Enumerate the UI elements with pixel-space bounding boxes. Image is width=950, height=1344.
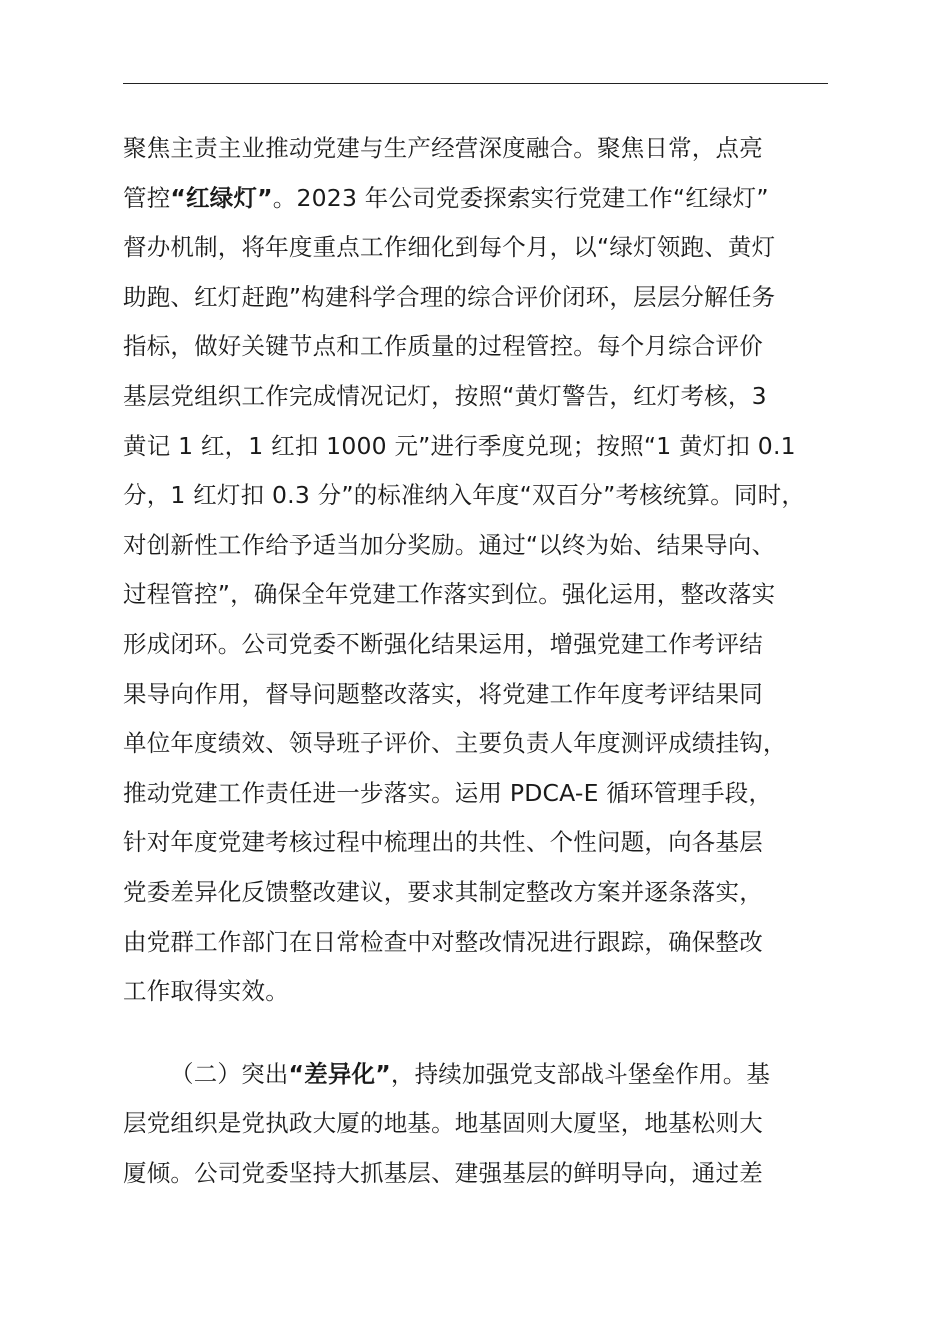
text-line: [123, 174, 853, 224]
bold-term: “差异化”: [288, 1059, 391, 1088]
text-run: （二）突出: [170, 1059, 289, 1088]
text-line: 基层党组织工作完成情况记灯，按照“黄灯警告，红灯考核，3: [123, 381, 767, 410]
paragraph-gap: [123, 1017, 853, 1050]
text-line: 形成闭环。公司党委不断强化结果运用，增强党建工作考评结: [123, 629, 763, 658]
text-line: 聚焦主责主业推动党建与生产经营深度融合。聚焦日常，点亮: [123, 134, 763, 162]
text-line: 厦倾。公司党委坚持大抓基层、建强基层的鲜明导向，通过差: [123, 1158, 763, 1187]
header-rule: [123, 83, 828, 84]
text-line: 过程管控”，确保全年党建工作落实到位。强化运用，整改落实: [123, 580, 776, 609]
bold-term: “红绿灯”: [170, 183, 273, 212]
text-run: 。2023 年公司党委探索实行党建工作“红绿灯”: [272, 183, 769, 212]
text-run: 管控: [123, 183, 171, 212]
text-line: 分，1 红灯扣 0.3 分”的标准纳入年度“双百分”考核统算。同时，: [123, 481, 806, 510]
paragraph-1: [123, 124, 853, 1017]
text-line: 单位年度绩效、领导班子评价、主要负责人年度测评成绩挂钩，: [123, 729, 787, 758]
text-line: 助跑、红灯赶跑”构建科学合理的综合评价闭环，层层分解任务: [123, 282, 776, 311]
text-line: 对创新性工作给予适当加分奖励。通过“以终为始、结果导向、: [123, 530, 776, 559]
text-line: 督办机制，将年度重点工作细化到每个月，以“绿灯领跑、黄灯: [123, 233, 776, 262]
text-line: 推动党建工作责任进一步落实。运用 PDCA-E 循环管理手段，: [123, 778, 773, 807]
text-line: 工作取得实效。: [123, 977, 289, 1006]
text-line: 层党组织是党执政大厦的地基。地基固则大厦坚，地基松则大: [123, 1109, 763, 1138]
text-line: 由党群工作部门在日常检查中对整改情况进行跟踪，确保整改: [123, 927, 763, 956]
document-body: [123, 124, 853, 1198]
text-run: ，持续加强党支部战斗堡垒作用。基: [390, 1059, 771, 1088]
text-line: 针对年度党建考核过程中梳理出的共性、个性问题，向各基层: [123, 828, 763, 857]
text-line: 指标，做好关键节点和工作质量的过程管控。每个月综合评价: [123, 332, 763, 361]
paragraph-2: [123, 1050, 853, 1199]
text-line: [123, 1050, 853, 1100]
text-line: 党委差异化反馈整改建议，要求其制定整改方案并逐条落实，: [123, 877, 763, 906]
text-line: 黄记 1 红，1 红扣 1000 元”进行季度兑现；按照“1 黄灯扣 0.1: [123, 431, 796, 460]
text-line: 果导向作用，督导问题整改落实，将党建工作年度考评结果同: [123, 679, 763, 708]
